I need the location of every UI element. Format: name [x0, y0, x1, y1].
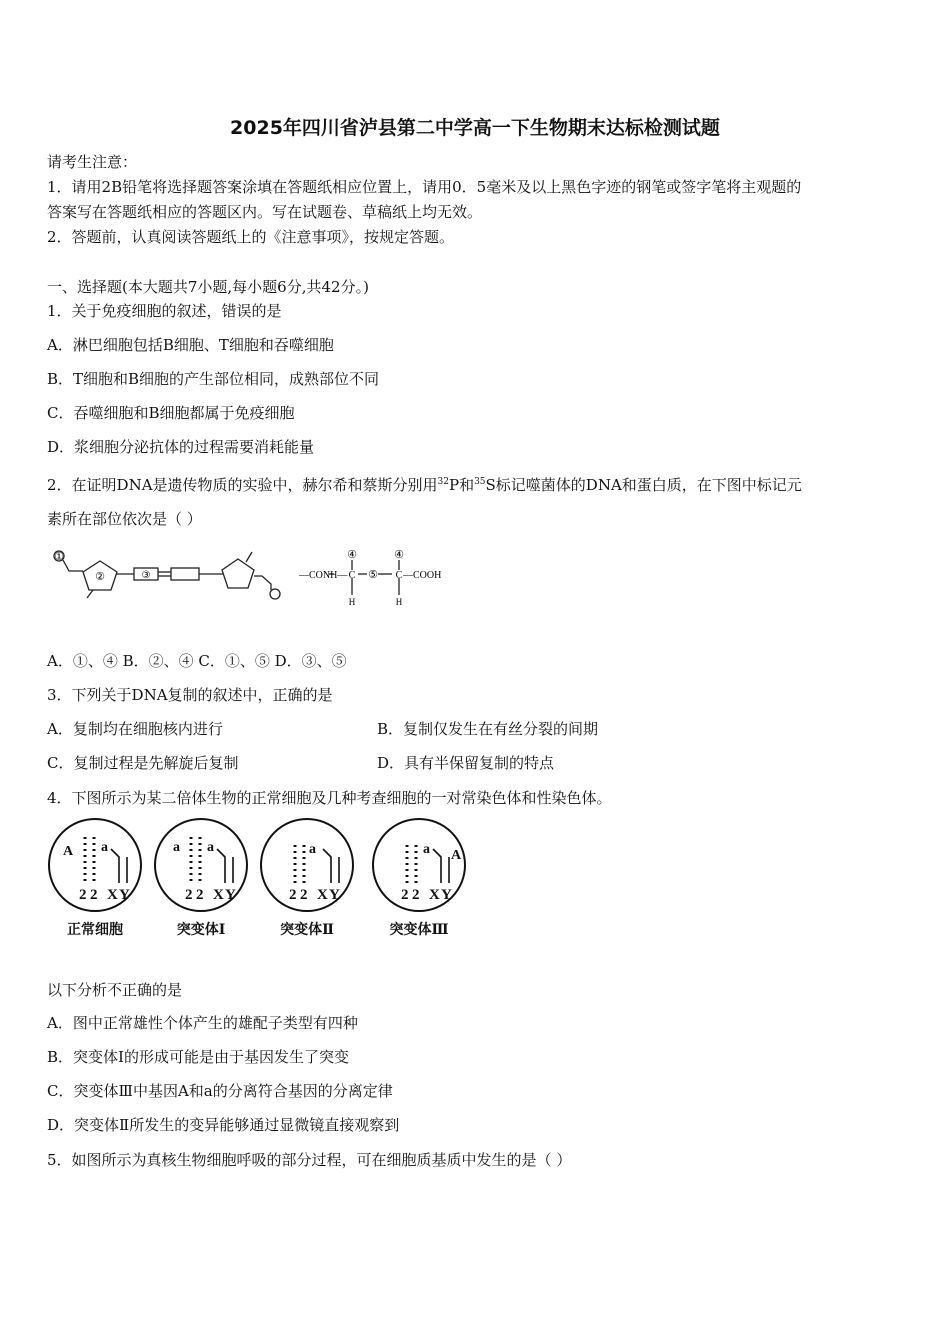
q2-sup-35: 35	[474, 477, 486, 487]
notice-line1b: 答案写在答题纸相应的答题区内。写在试题卷、草稿纸上均无效。	[47, 203, 483, 221]
cell-caption-mutant-1: 突变体Ⅰ	[176, 923, 226, 938]
cell4-num-1: 2	[401, 887, 409, 903]
q2-stem-pre: 2．在证明DNA是遗传物质的实验中，赫尔希和蔡斯分别用	[47, 476, 438, 494]
cell3-num-1: 2	[289, 887, 297, 903]
cell1-gene-a: a	[101, 840, 108, 855]
cell1-num-1: 2	[79, 887, 87, 903]
cell4-x: X	[429, 887, 440, 903]
q2-carbon-2: C	[395, 570, 403, 581]
q2-h-1: H	[348, 597, 356, 607]
q1-option-a: A．淋巴细胞包括B细胞、T细胞和吞噬细胞	[47, 336, 334, 354]
q2-label-5: ⑤	[368, 569, 378, 581]
q4-lead: 以下分析不正确的是	[47, 981, 183, 999]
cell-caption-mutant-2: 突变体Ⅱ	[280, 923, 334, 938]
q2-sugar-pentagon-2	[222, 559, 254, 588]
q2-stem-line2: 素所在部位依次是（ ）	[47, 510, 202, 528]
q2-label-4b: ④	[394, 549, 404, 561]
cell4-num-2: 2	[412, 887, 420, 903]
q4-option-b: B．突变体Ⅰ的形成可能是由于基因发生了突变	[47, 1048, 349, 1066]
q2-stem	[47, 472, 802, 495]
q4-stem: 4．下图所示为某二倍体生物的正常细胞及几种考查细胞的一对常染色体和性染色体。	[47, 789, 612, 807]
q2-stem-mid2: S标记噬菌体的DNA和蛋白质，在下图中标记元	[485, 476, 802, 494]
cell1-gene-A: A	[63, 844, 74, 859]
q2-figure	[47, 540, 467, 610]
cell1-num-2: 2	[90, 887, 98, 903]
q5-stem: 5．如图所示为真核生物细胞呼吸的部分过程，可在细胞质基质中发生的是（ ）	[47, 1151, 572, 1169]
q4-figure	[47, 815, 477, 950]
q2-options: A．①、④ B．②、④ C．①、⑤ D．③、⑤	[47, 652, 347, 670]
q3-stem: 3．下列关于DNA复制的叙述中，正确的是	[47, 686, 333, 704]
q3-option-c: C．复制过程是先解旋后复制	[47, 754, 239, 772]
cell2-y: Y	[225, 887, 236, 903]
q1-stem: 1．关于免疫细胞的叙述，错误的是	[47, 302, 282, 320]
q2-label-2: ②	[95, 571, 105, 583]
notice-heading: 请考生注意：	[47, 153, 138, 171]
q1-option-c: C．吞噬细胞和B细胞都属于免疫细胞	[47, 404, 295, 422]
q3-option-a: A．复制均在细胞核内进行	[47, 720, 223, 738]
q3-option-d: D．具有半保留复制的特点	[377, 754, 555, 772]
cell3-x: X	[317, 887, 328, 903]
cell2-gene-a2: a	[207, 840, 214, 855]
section-heading: 一、选择题(本大题共7小题,每小题6分,共42分。)	[47, 278, 369, 296]
cell1-x: X	[107, 887, 118, 903]
cell3-gene-a: a	[309, 842, 316, 857]
q2-label-1: ①	[54, 551, 64, 563]
q2-carbon-1: C	[348, 570, 356, 581]
q2-label-4a: ④	[347, 549, 357, 561]
cell2-num-1: 2	[185, 887, 193, 903]
cell1-y: Y	[119, 887, 130, 903]
cell3-y: Y	[329, 887, 340, 903]
q3-option-b: B．复制仅发生在有丝分裂的间期	[377, 720, 599, 738]
cell2-num-2: 2	[196, 887, 204, 903]
cell4-gene-a: a	[423, 842, 430, 857]
cell2-gene-a1: a	[173, 840, 180, 855]
q4-option-d: D．突变体Ⅱ所发生的变异能够通过显微镜直接观察到	[47, 1116, 400, 1134]
cell2-x: X	[213, 887, 224, 903]
q2-h-2: H	[395, 597, 403, 607]
cell3-num-2: 2	[300, 887, 308, 903]
notice-line2: 2．答题前，认真阅读答题纸上的《注意事项》，按规定答题。	[47, 228, 455, 246]
q2-cooh: —COOH	[403, 570, 442, 581]
q4-option-c: C．突变体Ⅲ中基因A和a的分离符合基因的分离定律	[47, 1082, 393, 1100]
cell-caption-mutant-3: 突变体Ⅲ	[389, 923, 449, 938]
q2-sup-32: 32	[437, 477, 449, 487]
q2-conh: —CONH—	[299, 570, 348, 581]
q2-stem-mid1: P和	[448, 476, 475, 494]
q2-label-3: ③	[141, 570, 151, 581]
q4-option-a: A．图中正常雄性个体产生的雄配子类型有四种	[47, 1014, 358, 1032]
q1-option-d: D．浆细胞分泌抗体的过程需要消耗能量	[47, 438, 315, 456]
q1-option-b: B．T细胞和B细胞的产生部位相同，成熟部位不同	[47, 370, 380, 388]
cell4-gene-A: A	[451, 848, 462, 863]
notice-line1a: 1．请用2B铅笔将选择题答案涂填在答题纸相应位置上，请用0．5毫米及以上黑色字迹的钢笔或签字笔将主观题的	[47, 178, 802, 196]
cell4-y: Y	[441, 887, 452, 903]
page-title: 2025年四川省泸县第二中学高一下生物期末达标检测试题	[230, 117, 720, 139]
cell-caption-normal: 正常细胞	[67, 923, 123, 938]
